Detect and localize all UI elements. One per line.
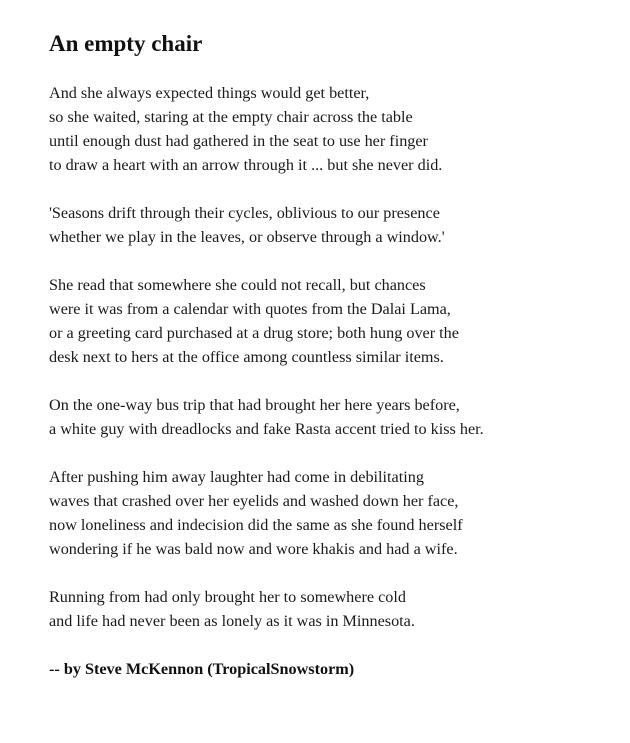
stanza-5 — [49, 465, 619, 561]
poem-line: were it was from a calendar with quotes from the Dalai Lama, — [49, 300, 451, 318]
poem-line: She read that somewhere she could not recall, but chances — [49, 276, 426, 294]
poem-line: 'Seasons drift through their cycles, oblivious to our presence — [49, 204, 440, 222]
poem-line: until enough dust had gathered in the seat to use her finger — [49, 132, 428, 150]
poem-page — [49, 30, 619, 681]
poem-line: a white guy with dreadlocks and fake Rasta accent tried to kiss her. — [49, 420, 484, 438]
stanza-3 — [49, 273, 619, 369]
poem-line: desk next to hers at the office among countless similar items. — [49, 348, 444, 366]
poem-title: An empty chair — [49, 31, 203, 56]
poem-line: wondering if he was bald now and wore khakis and had a wife. — [49, 540, 458, 558]
poem-body — [49, 81, 619, 633]
stanza-6 — [49, 585, 619, 633]
poem-line: now loneliness and indecision did the same as she found herself — [49, 516, 463, 534]
author-byline: -- by Steve McKennon (TropicalSnowstorm) — [49, 660, 355, 678]
poem-line: On the one-way bus trip that had brought her here years before, — [49, 396, 460, 414]
stanza-2 — [49, 201, 619, 249]
stanza-4 — [49, 393, 619, 441]
poem-line: or a greeting card purchased at a drug store; both hung over the — [49, 324, 459, 342]
stanza-1 — [49, 81, 619, 177]
poem-line: to draw a heart with an arrow through it ... but she never did. — [49, 156, 443, 174]
poem-line: and life had never been as lonely as it was in Minnesota. — [49, 612, 415, 630]
poem-line: so she waited, staring at the empty chair across the table — [49, 108, 413, 126]
poem-line: And she always expected things would get better, — [49, 84, 370, 102]
poem-line: waves that crashed over her eyelids and washed down her face, — [49, 492, 459, 510]
poem-line: whether we play in the leaves, or observe through a window.' — [49, 228, 445, 246]
poem-line: Running from had only brought her to somewhere cold — [49, 588, 406, 606]
poem-line: After pushing him away laughter had come in debilitating — [49, 468, 424, 486]
